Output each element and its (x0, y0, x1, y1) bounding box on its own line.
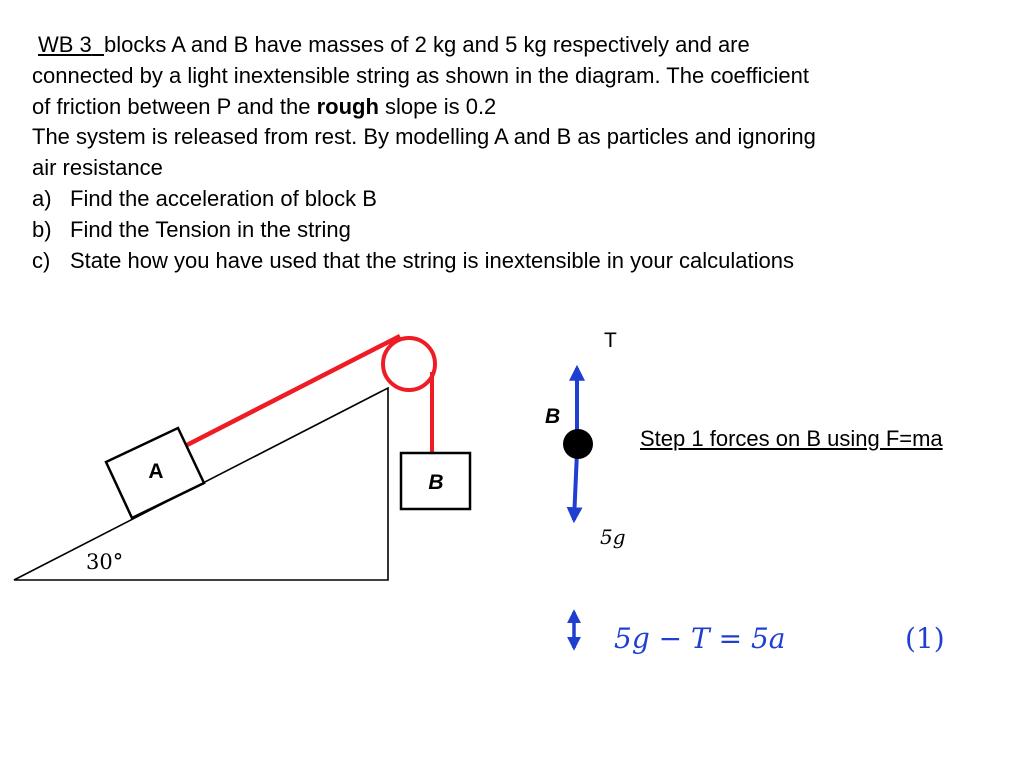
rough-keyword: rough (316, 93, 379, 119)
part-c-text: State how you have used that the string is inextensible in your calculations (70, 247, 794, 273)
part-a-text: Find the acceleration of block B (70, 185, 377, 211)
question-line-5: air resistance (32, 155, 163, 181)
equation-number: (1) (905, 622, 945, 655)
equation-1: 5g − T = 5a (614, 622, 786, 655)
part-b-letter: b) (32, 216, 52, 242)
step-1-label: Step 1 forces on B using F=ma (640, 426, 943, 451)
weight-label: 5g (600, 525, 626, 549)
pulley (383, 338, 435, 390)
question-line-2: connected by a light inextensible string as shown in the diagram. The coefficient (32, 62, 809, 88)
block-b-label: B (428, 471, 444, 494)
angle-label: 30° (86, 550, 124, 574)
part-a-letter: a) (32, 185, 52, 211)
question-line-3-post: slope is 0.2 (378, 93, 497, 119)
tension-label: T (604, 329, 617, 352)
block-a-label: A (148, 460, 164, 483)
worked-example-label: WB 3 (38, 32, 92, 57)
question-line-4: The system is released from rest. By modelling A and B as particles and ignoring (32, 124, 816, 150)
question-line-3-pre: of friction between P and the (32, 93, 317, 119)
part-c-letter: c) (32, 247, 51, 273)
question-line-1-text: blocks A and B have masses of 2 kg and 5 kg respectively and are (104, 32, 750, 57)
weight-arrow (574, 452, 577, 520)
particle-b-label: B (545, 405, 561, 428)
part-b-text: Find the Tension in the string (70, 216, 351, 242)
particle-b (563, 429, 593, 459)
